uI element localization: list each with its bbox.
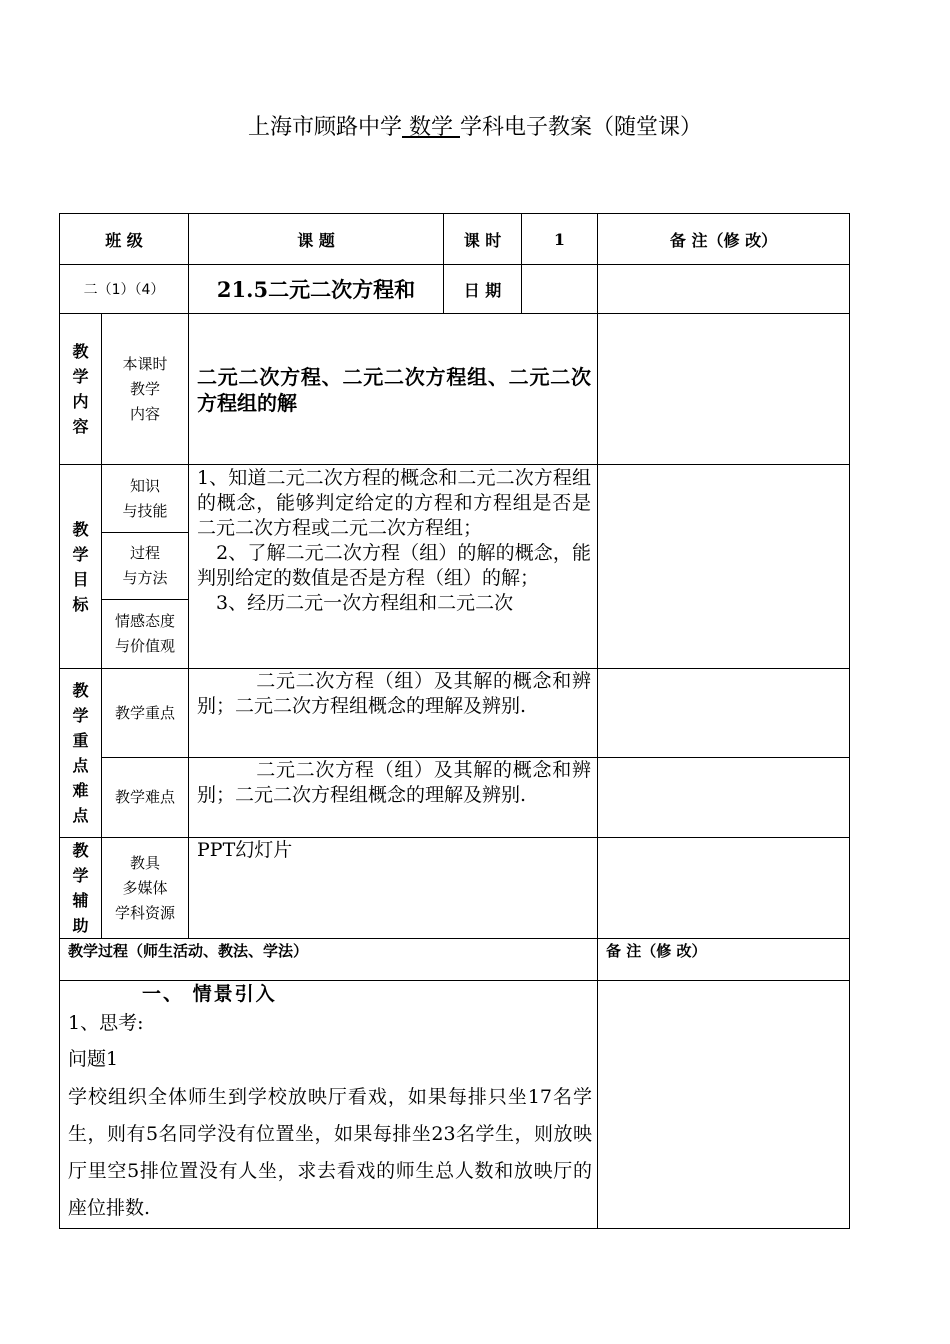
- difficulty-label: 教学难点: [114, 788, 175, 806]
- aids-text: PPT幻灯片: [197, 839, 293, 861]
- date-label: 日 期: [463, 280, 502, 300]
- hours-header: 课 时: [463, 230, 502, 250]
- problem-text: 学校组织全体师生到学校放映厅看戏，如果每排只坐17名学生，则有5名同学没有位置坐，如果每排坐23名学生，则放映厅里空5排位置没有人坐，求去看戏的师生总人数和放映厅的座位排数.: [68, 1086, 592, 1219]
- objective-attitude-label: 情感态度 与价值观: [114, 612, 175, 655]
- hours-value: 1: [553, 229, 566, 249]
- objective-line-1: 1、知道二元二次方程的概念和二元二次方程组的概念，能够判定给定的方程和方程组是否是二元二次方程或二元二次方程组；: [197, 467, 591, 539]
- class-header: 班 级: [105, 230, 143, 250]
- date-value: [522, 265, 597, 313]
- objective-knowledge-label: 知识 与技能: [122, 476, 168, 520]
- objective-process-label: 过程 与方法: [122, 544, 168, 587]
- section-heading: 一、 情景引入: [142, 983, 277, 1005]
- key-point-text: 二元二次方程（组）及其解的概念和辨别；二元二次方程组概念的理解及辨别.: [197, 670, 591, 717]
- objective-line-3: 3、经历二元一次方程组和二元二次: [197, 592, 514, 614]
- title-suffix: 学科电子教案（随堂课）: [460, 115, 703, 140]
- difficulty-text: 二元二次方程（组）及其解的概念和辨别；二元二次方程组概念的理解及辨别.: [197, 759, 591, 806]
- class-value: 二（1）（4）: [83, 282, 165, 298]
- process-header: 教学过程（师生活动、教法、学法）: [68, 942, 309, 960]
- topic-value: 21.5二元二次方程和: [216, 277, 416, 302]
- problem-title: 问题1: [68, 1048, 119, 1070]
- focus-side-label: 教 学 重 点 难 点: [72, 681, 89, 825]
- key-point-label: 教学重点: [114, 703, 175, 722]
- objectives-text: [197, 466, 591, 666]
- objectives-side-label: 教 学 目 标: [72, 519, 89, 614]
- process-body: [68, 981, 592, 1227]
- content-side-label: 教 学 内 容: [72, 342, 89, 436]
- subject-name: 数学: [402, 115, 460, 140]
- school-name: 上海市顾路中学: [247, 115, 402, 140]
- aids-side-label: 教 学 辅 助: [72, 841, 89, 935]
- topic-header: 课 题: [297, 230, 335, 250]
- objective-line-2: 2、了解二元二次方程（组）的解的概念，能判别给定的数值是否是方程（组）的解；: [197, 542, 591, 589]
- content-text: 二元二次方程、二元二次方程组、二元二次方程组的解: [197, 365, 591, 415]
- process-notes-header: 备 注（修 改）: [606, 942, 707, 960]
- content-sub-label: 本课时 教学 内容: [122, 354, 168, 423]
- aids-sub-label: 教具 多媒体 学科资源: [114, 853, 175, 922]
- think-item: 1、思考:: [68, 1012, 144, 1034]
- notes-header: 备 注（修 改）: [669, 230, 778, 250]
